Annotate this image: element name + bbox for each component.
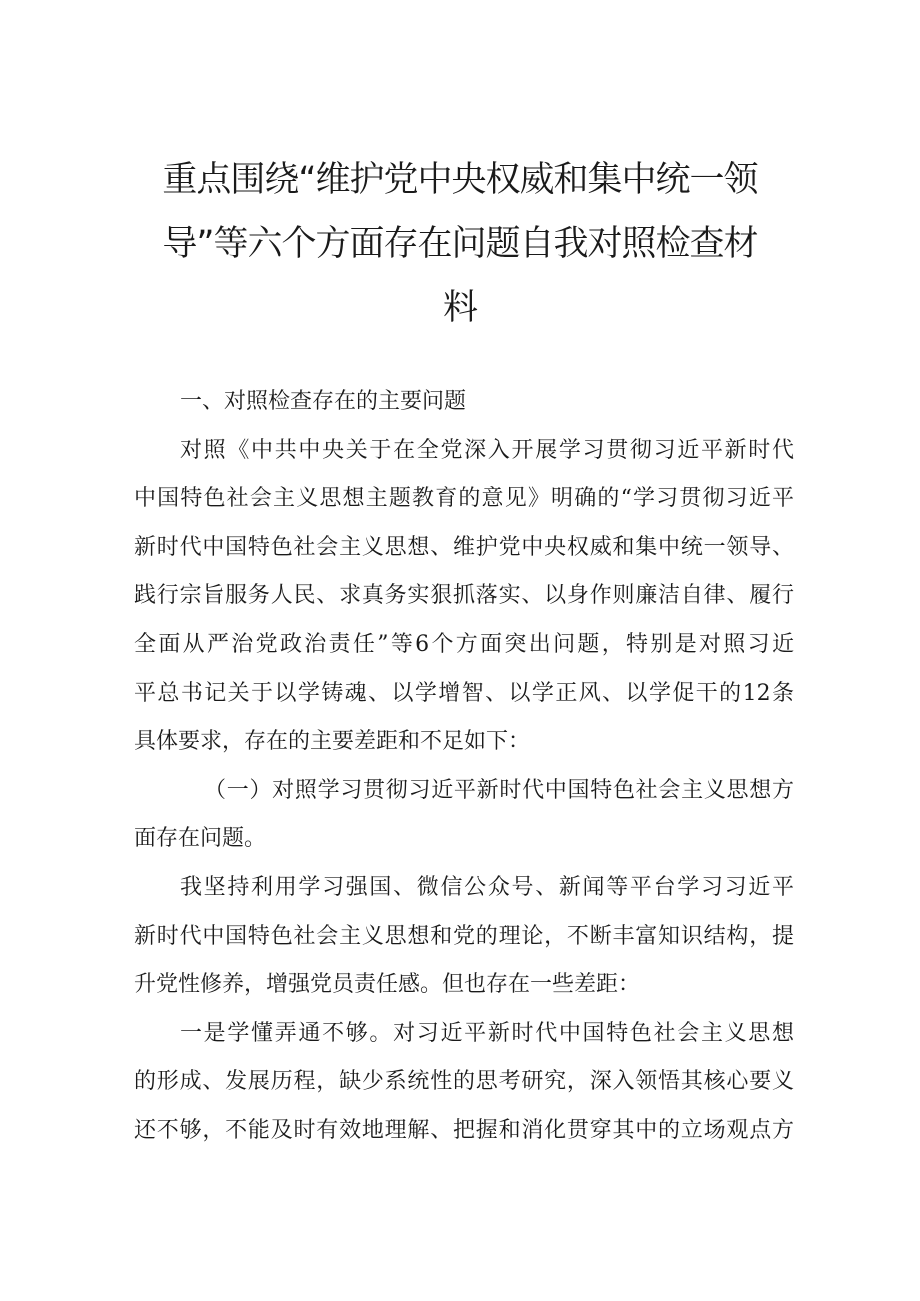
paragraph-line: 全面从严治党政治责任”等6个方面突出问题，特别是对照习近 [134,631,794,657]
paragraph-line: 我坚持利用学习强国、微信公众号、新闻等平台学习习近平 [180,874,794,900]
subheading-line: （一）对照学习贯彻习近平新时代中国特色社会主义思想方 [204,777,794,803]
paragraph-line: 升党性修养，增强党员责任感。但也存在一些差距： [134,972,641,998]
paragraph-line: 具体要求，存在的主要差距和不足如下： [134,729,531,755]
paragraph-line: 还不够，不能及时有效地理解、把握和消化贯穿其中的立场观点方 [134,1117,794,1143]
paragraph-line: 对照《中共中央关于在全党深入开展学习贯彻习近平新时代 [180,437,794,463]
title-line: 重点围绕“维护党中央权威和集中统一领 [162,160,758,200]
document-title [140,148,780,340]
title-line: 导”等六个方面存在问题自我对照检查材 [162,224,758,264]
paragraph-line: 践行宗旨服务人民、求真务实狠抓落实、以身作则廉洁自律、履行 [134,583,794,609]
subheading-line: 面存在问题。 [134,826,267,852]
title-line: 料 [442,288,477,328]
paragraph-line: 一是学懂弄通不够。对习近平新时代中国特色社会主义思想 [180,1020,794,1046]
document-body [134,378,794,1156]
paragraph-line: 中国特色社会主义思想主题教育的意见》明确的“学习贯彻习近平 [134,486,794,512]
paragraph-line: 的形成、发展历程，缺少系统性的思考研究，深入领悟其核心要义 [134,1069,794,1095]
paragraph-line: 新时代中国特色社会主义思想、维护党中央权威和集中统一领导、 [134,534,794,560]
paragraph-line: 新时代中国特色社会主义思想和党的理论，不断丰富知识结构，提 [134,923,794,949]
paragraph-line: 平总书记关于以学铸魂、以学增智、以学正风、以学促干的12条 [134,680,794,706]
section-heading: 一、对照检查存在的主要问题 [180,389,467,414]
